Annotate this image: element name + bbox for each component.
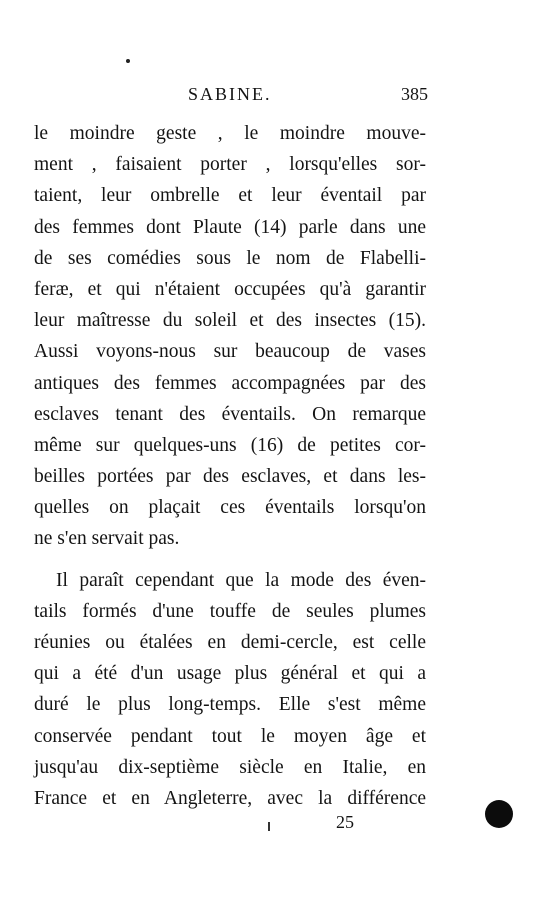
text-line: des femmes dont Plaute (14) parle dans une xyxy=(34,216,426,238)
running-title: SABINE. xyxy=(188,84,272,104)
text-line: taient, leur ombrelle et leur éventail par xyxy=(34,185,426,207)
text-line: le moindre geste , le moindre mouve- xyxy=(34,123,426,144)
paragraph-1 xyxy=(34,118,426,555)
text-line: conservée pendant tout le moyen âge et xyxy=(34,725,426,747)
text-line: qui a été d'un usage plus général et qui a xyxy=(34,663,426,685)
text-line: jusqu'au dix-septième siècle en Italie, en xyxy=(34,756,426,778)
paragraph-2 xyxy=(34,565,426,815)
text-line: réunies ou étalées en demi-cercle, est celle xyxy=(34,632,426,653)
paragraph-gap xyxy=(34,555,426,565)
text-line: Aussi voyons-nous sur beaucoup de vases xyxy=(34,341,426,363)
text-line: feræ, et qui n'étaient occupées qu'à garantir xyxy=(34,278,426,300)
ink-speck xyxy=(126,59,130,63)
text-line: France et en Angleterre, avec la différence xyxy=(34,787,426,809)
body-text xyxy=(34,118,426,814)
text-line: quelles on plaçait ces éventails lorsqu'on xyxy=(34,497,426,519)
text-line: antiques des femmes accompagnées par des xyxy=(34,372,426,394)
ink-blot xyxy=(485,800,513,828)
text-line: de ses comédies sous le nom de Flabelli- xyxy=(34,247,426,269)
text-line: tails formés d'une touffe de seules plumes xyxy=(34,600,426,622)
signature-mark: 25 xyxy=(336,812,354,832)
ink-mark xyxy=(268,822,270,831)
text-line: même sur quelques-uns (16) de petites cor- xyxy=(34,434,426,456)
text-line: ne s'en servait pas. xyxy=(34,528,180,550)
page-header xyxy=(32,84,428,114)
text-line: beilles portées par des esclaves, et dans les- xyxy=(34,466,426,488)
text-line: Il paraît cependant que la mode des éven- xyxy=(56,569,426,591)
text-line: duré le plus long-temps. Elle s'est même xyxy=(34,694,426,716)
text-line: ment , faisaient porter , lorsqu'elles sor- xyxy=(34,154,426,176)
text-line: leur maîtresse du soleil et des insectes (15). xyxy=(34,310,426,332)
page-number: 385 xyxy=(401,84,428,104)
text-line: esclaves tenant des éventails. On remarque xyxy=(34,403,426,425)
